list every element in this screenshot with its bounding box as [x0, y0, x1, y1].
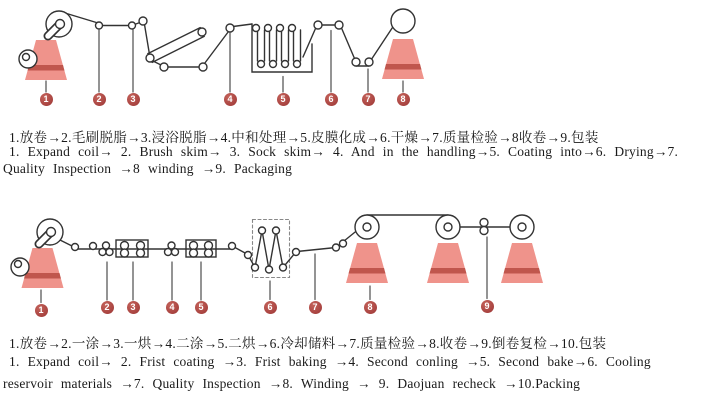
diagram1-caption-zh: 1.放卷→2.毛刷脱脂→3.浸浴脱脂→4.中和处理→5.皮膜化成→6.干燥→7.质量检验→8收卷→9.包装 [9, 130, 599, 145]
step-badge-d1-8: 8 [397, 93, 410, 106]
step-badge-d2-5: 5 [195, 301, 208, 314]
diagram1-rollers-2 [56, 9, 416, 71]
diagram2-caption-en-line2: reservoir materials →7. Quality Inspection →8. Winding → 9. Daojuan recheck →10.Packing [3, 376, 581, 391]
step-badge-d2-4: 4 [166, 301, 179, 314]
diagram1-caption-en-line2: Quality Inspection →8 winding →9. Packaging [3, 161, 293, 176]
step-badge-d1-4: 4 [224, 93, 237, 106]
diagram1-pointer-lines [46, 30, 403, 93]
diagram2-caption-zh: 1.放卷→2.一涂→3.一烘→4.二涂→5.二烘→6.冷却储料→7.质量检验→8.收卷→9.倒卷复检→10.包装 [9, 336, 607, 351]
step-badge-d2-9: 9 [481, 300, 494, 313]
diagram1-group [19, 9, 424, 92]
step-badge-d1-5: 5 [277, 93, 290, 106]
step-badge-d2-6: 6 [264, 301, 277, 314]
step-badge-d2-8: 8 [364, 301, 377, 314]
step-badge-d1-6: 6 [325, 93, 338, 106]
step-badge-d1-3: 3 [127, 93, 140, 106]
step-badge-d1-2: 2 [93, 93, 106, 106]
diagram2-group [11, 215, 543, 303]
diagram2-caption-en-line1: 1. Expand coil→ 2. Frist coating →3. Frist baking →4. Second conling →5. Second bake→6. Cooling [9, 354, 651, 369]
diagram1-caption-en-line1: 1. Expand coil→ 2. Brush skim→ 3. Sock skim→ 4. And in the handling→5. Coating into→6. Drying→7. [9, 144, 679, 159]
step-badge-d2-1: 1 [35, 304, 48, 317]
step-badge-d1-1: 1 [40, 93, 53, 106]
rewinder-stand [382, 39, 424, 79]
diagram1-strip-path [65, 13, 393, 72]
step-badge-d1-7: 7 [362, 93, 375, 106]
step-badge-d2-3: 3 [127, 301, 140, 314]
step-badge-d2-2: 2 [101, 301, 114, 314]
step-badge-d2-7: 7 [309, 301, 322, 314]
